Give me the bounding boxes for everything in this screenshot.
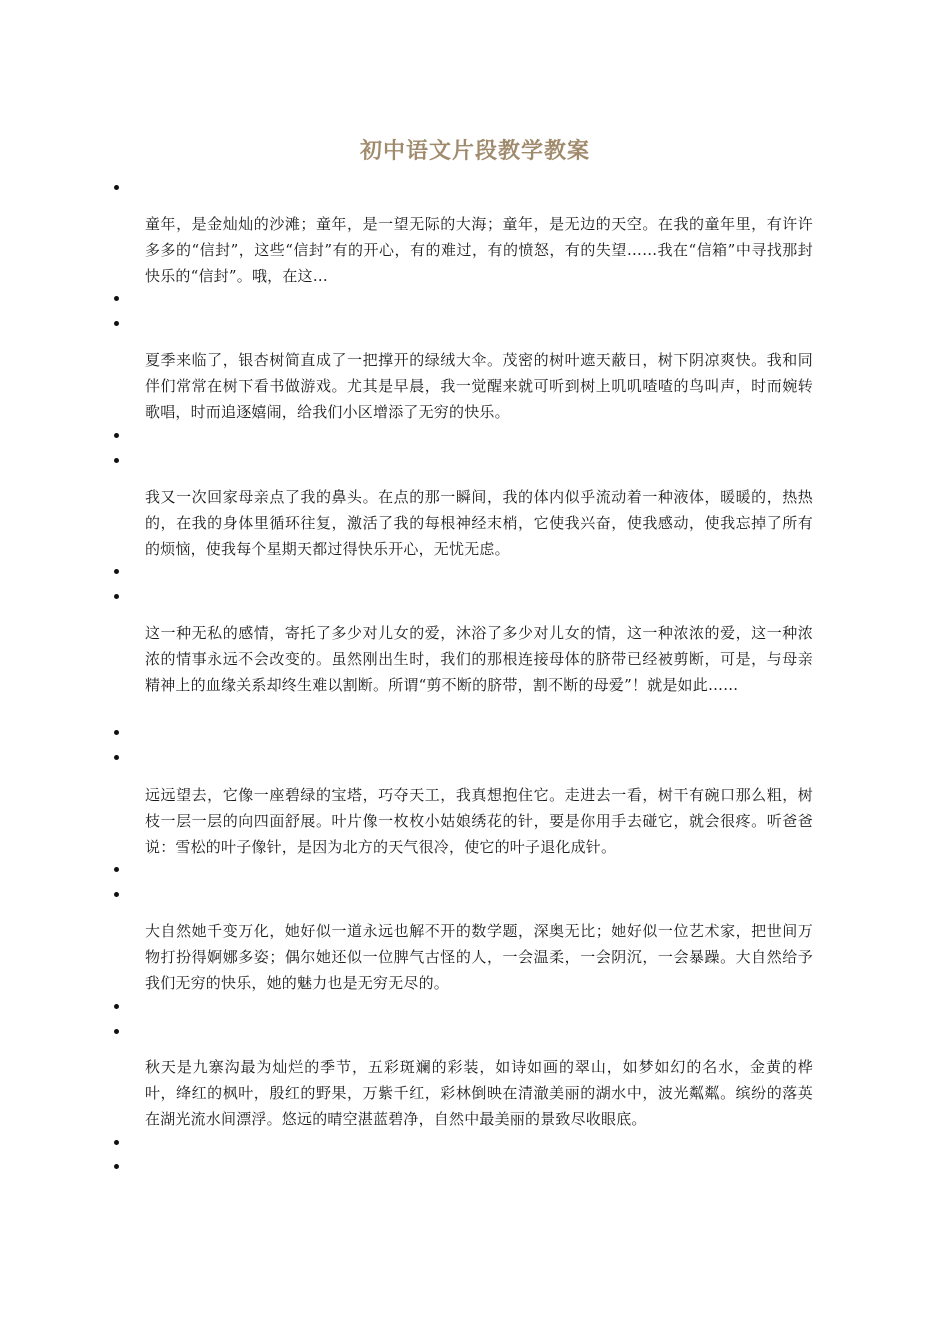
page-title: 初中语文片段教学教案 xyxy=(359,138,590,164)
bullet-icon xyxy=(114,1162,122,1170)
bullet-icon xyxy=(114,592,122,600)
paragraph-7: 秋天是九寨沟最为灿烂的季节，五彩斑斓的彩装，如诗如画的翠山，如梦如幻的名水，金黄的桦叶，绛红的枫叶，殷红的野果，万紫千红，彩林倒映在清澈美丽的湖水中，波光粼粼。缤纷的落英在湖光流水间漂浮。悠远的晴空湛蓝碧净，自然中最美丽的景致尽收眼底。 xyxy=(145,1058,813,1128)
bullet-icon xyxy=(114,456,122,464)
bullet-icon xyxy=(114,567,122,575)
paragraph-1: 童年，是金灿灿的沙滩；童年，是一望无际的大海；童年，是无边的天空。在我的童年里，有许许多多的“信封”，这些“信封”有的开心，有的难过，有的愤怒，有的失望……我在“信箱”中寻找那封快乐的“信封”。哦，在这… xyxy=(145,215,813,285)
bullet-icon xyxy=(114,1002,122,1010)
bullet-icon xyxy=(114,431,122,439)
bullet-icon xyxy=(114,753,122,761)
paragraph-2: 夏季来临了，银杏树简直成了一把撑开的绿绒大伞。茂密的树叶遮天蔽日，树下阴凉爽快。我和同伴们常常在树下看书做游戏。尤其是早晨，我一觉醒来就可听到树上叽叽喳喳的鸟叫声，时而婉转歌唱，时而追逐嬉闹，给我们小区增添了无穷的快乐。 xyxy=(145,351,813,421)
bullet-icon xyxy=(114,890,122,898)
bullet-icon xyxy=(114,319,122,327)
bullet-icon xyxy=(114,865,122,873)
bullet-icon xyxy=(114,294,122,302)
bullet-icon xyxy=(114,183,122,191)
paragraph-6: 大自然她千变万化，她好似一道永远也解不开的数学题，深奥无比；她好似一位艺术家，把世间万物打扮得婀娜多姿；偶尔她还似一位脾气古怪的人，一会温柔，一会阴沉，一会暴躁。大自然给予我们无穷的快乐，她的魅力也是无穷无尽的。 xyxy=(145,922,813,992)
bullet-icon xyxy=(114,1138,122,1146)
paragraph-3: 我又一次回家母亲点了我的鼻头。在点的那一瞬间，我的体内似乎流动着一种液体，暖暖的，热热的，在我的身体里循环往复，激活了我的每根神经末梢，它使我兴奋，使我感动，使我忘掉了所有的烦恼，使我每个星期天都过得快乐开心，无忧无虑。 xyxy=(145,488,813,558)
paragraph-5: 远远望去，它像一座碧绿的宝塔，巧夺天工，我真想抱住它。走进去一看，树干有碗口那么粗，树枝一层一层的向四面舒展。叶片像一枚枚小姑娘绣花的针，要是你用手去碰它，就会很疼。听爸爸说：雪松的叶子像针，是因为北方的天气很冷，使它的叶子退化成针。 xyxy=(145,786,813,856)
paragraph-4: 这一种无私的感情，寄托了多少对儿女的爱，沐浴了多少对儿女的情，这一种浓浓的爱，这一种浓浓的情事永远不会改变的。虽然刚出生时，我们的那根连接母体的脐带已经被剪断，可是，与母亲精神上的血缘关系却终生难以割断。所谓“剪不断的脐带，割不断的母爱”！就是如此…… xyxy=(145,624,813,694)
bullet-icon xyxy=(114,728,122,736)
bullet-icon xyxy=(114,1027,122,1035)
